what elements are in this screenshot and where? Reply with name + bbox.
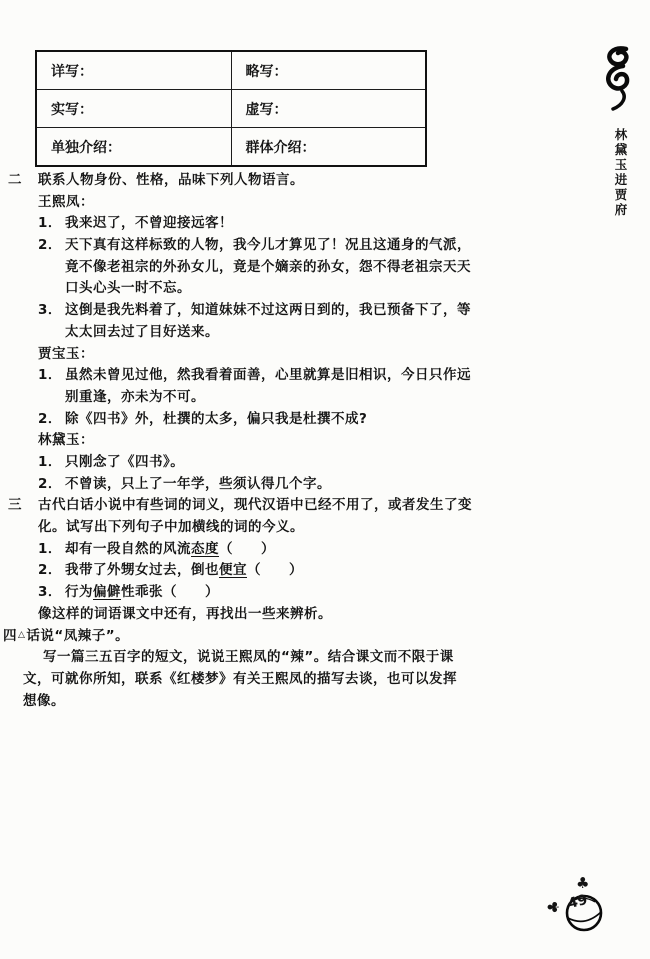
- item-number: 2．: [38, 410, 62, 427]
- table-row: [36, 128, 426, 167]
- table-cell-detailed: 详写：: [36, 51, 231, 90]
- lesson-side-title: 林黛玉进贾府: [613, 128, 628, 218]
- table-cell-real: 实写：: [36, 90, 231, 128]
- table-cell-group: 群体介绍：: [231, 128, 426, 167]
- list-item: [8, 539, 528, 561]
- club-icon: ♣: [576, 874, 590, 892]
- section-marker: 三: [8, 497, 22, 514]
- underlined-word: 态度: [191, 540, 219, 557]
- list-item: [8, 365, 528, 387]
- table-row: [36, 90, 426, 128]
- item-number: 1．: [38, 367, 62, 384]
- list-item: [8, 474, 528, 496]
- list-item: [8, 300, 528, 322]
- paragraph-line: 想像。: [23, 692, 65, 709]
- page-number-emblem: [544, 874, 616, 941]
- section-marker: 四: [3, 628, 17, 645]
- section-title-continuation: 化。试写出下列句子中加横线的词的今义。: [38, 519, 304, 535]
- speaker-label: 贾宝玉：: [38, 345, 94, 362]
- club-icon: ♣: [544, 900, 563, 914]
- item-text: 除《四书》外，杜撰的太多，偏只我是杜撰不成?: [65, 410, 368, 427]
- item-text: 不曾读，只上了一年学，些须认得几个字。: [65, 475, 331, 492]
- table-cell-individual: 单独介绍：: [36, 128, 231, 167]
- speaker-label: 王熙凤：: [38, 193, 94, 210]
- section-three-heading: [8, 495, 528, 517]
- item-text-continuation: 口头心头一时不忘。: [65, 280, 191, 297]
- triangle-icon: △: [18, 630, 26, 641]
- speaker-label: 林黛玉：: [38, 432, 94, 449]
- table-cell-brief: 略写：: [231, 51, 426, 90]
- item-text: 只刚念了《四书》。: [65, 453, 185, 470]
- item-text: 我带了外甥女过去，倒也: [65, 562, 219, 579]
- answer-blank: （ ）: [247, 562, 303, 579]
- paragraph-line: 文，可就你所知，联系《红楼梦》有关王熙凤的描写去谈，也可以发挥: [23, 670, 457, 687]
- exercise-content: [3, 170, 528, 712]
- answer-blank: 性乖张（ ）: [121, 584, 219, 601]
- list-item: [8, 560, 528, 582]
- item-text: 行为: [65, 584, 93, 601]
- answer-blank: （ ）: [219, 540, 275, 557]
- item-text-continuation: 太太回去过了目好送来。: [65, 323, 219, 340]
- paragraph-line: 写一篇三五百字的短文，说说王熙凤的“辣”。结合课文而不限于课: [43, 649, 454, 666]
- underlined-word: 偏僻: [93, 584, 121, 601]
- margin-flourish-icon: [599, 46, 639, 116]
- summary-table: [35, 50, 427, 167]
- item-number: 3．: [38, 584, 62, 601]
- item-text: 这倒是我先料着了，知道妹妹不过这两日到的，我已预备下了，等: [65, 302, 471, 319]
- section-title: 话说“凤辣子”。: [26, 628, 130, 645]
- item-number: 1．: [38, 215, 62, 232]
- item-text-continuation: 竟不像老祖宗的外孙女儿，竟是个嫡亲的孙女，怨不得老祖宗天天: [65, 258, 471, 275]
- item-text: 虽然未曾见过他，然我看着面善，心里就算是旧相识，今日只作远: [65, 367, 471, 384]
- item-number: 2．: [38, 237, 62, 254]
- list-item: [8, 235, 528, 257]
- item-number: 1．: [38, 540, 62, 557]
- item-number: 1．: [38, 453, 62, 470]
- underlined-word: 便宜: [219, 562, 247, 579]
- section-two-heading: [8, 170, 528, 192]
- table-cell-virtual: 虚写：: [231, 90, 426, 128]
- item-number: 2．: [38, 475, 62, 492]
- list-item: [8, 582, 528, 604]
- section-marker: 二: [8, 172, 22, 188]
- list-item: [8, 213, 528, 235]
- section-title: 联系人物身份、性格，品味下列人物语言。: [38, 172, 304, 188]
- list-item: [8, 409, 528, 431]
- item-text: 天下真有这样标致的人物，我今儿才算见了！况且这通身的气派，: [65, 237, 471, 254]
- item-number: 2．: [38, 562, 62, 579]
- section-title: 古代白话小说中有些词的词义，现代汉语中已经不用了，或者发生了变: [38, 497, 472, 514]
- item-text: 却有一段自然的风流: [65, 540, 191, 557]
- item-text: 我来迟了，不曾迎接远客！: [65, 215, 233, 232]
- item-text-continuation: 别重逢，亦未为不可。: [65, 388, 205, 405]
- table-row: [36, 51, 426, 90]
- list-item: [8, 452, 528, 474]
- section-four-heading: [3, 625, 528, 647]
- item-number: 3．: [38, 302, 62, 319]
- note-line: 像这样的词语课文中还有，再找出一些来辨析。: [38, 605, 332, 622]
- page-number: 49: [566, 891, 590, 913]
